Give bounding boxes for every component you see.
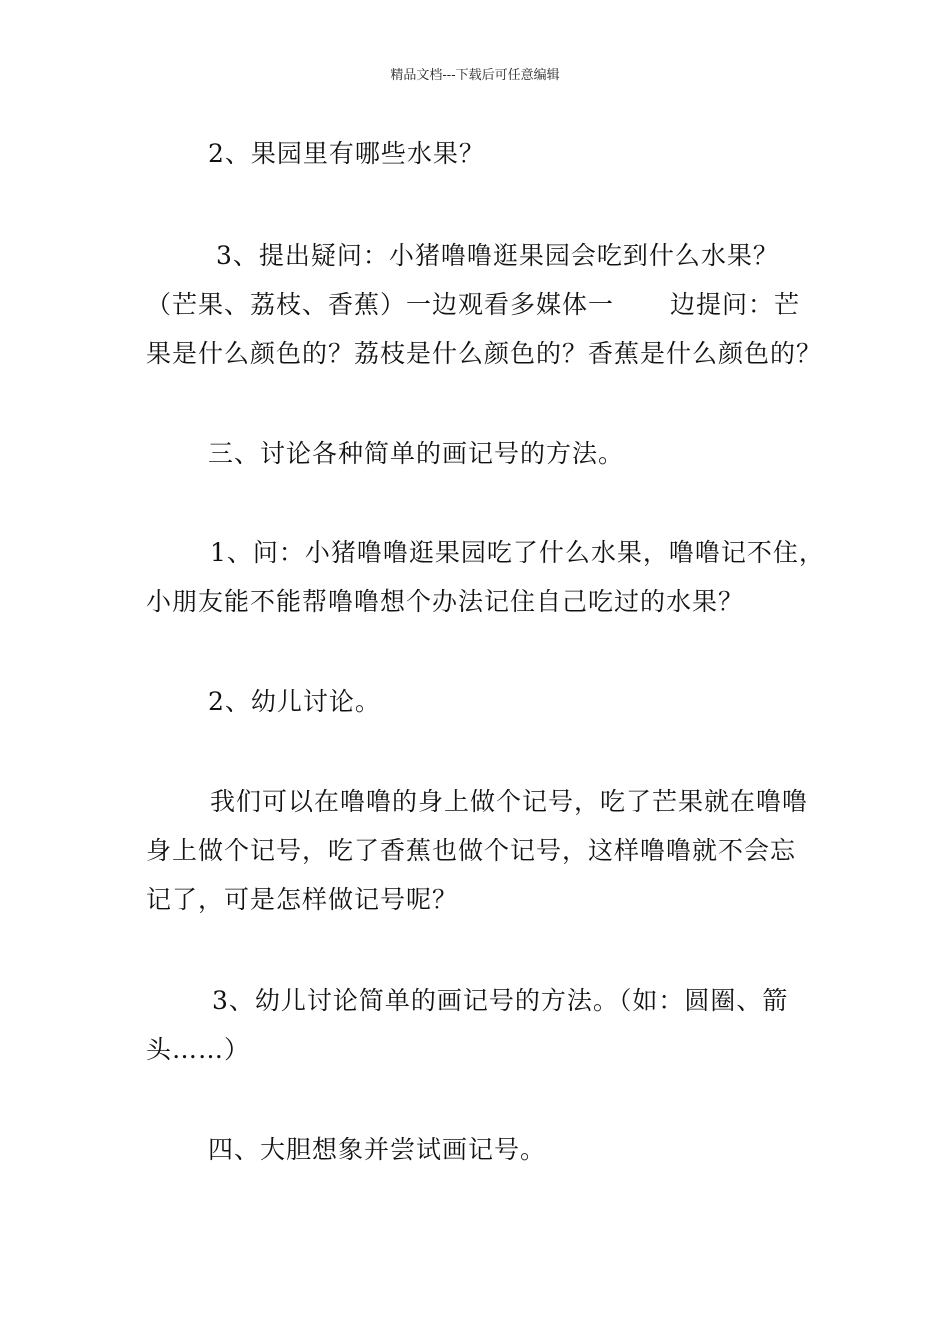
paragraph-methods-line1: 3、幼儿讨论简单的画记号的方法。（如：圆圈、箭 bbox=[212, 986, 789, 1015]
paragraph-question-line1: 3、提出疑问：小猪噜噜逛果园会吃到什么水果？ bbox=[216, 241, 779, 270]
question-line2-part-b: 边提问：芒 bbox=[670, 290, 801, 319]
paragraph-ask-line2: 小朋友能不能帮噜噜想个办法记住自己吃过的水果？ bbox=[146, 587, 745, 616]
paragraph-mark-line2: 身上做个记号，吃了香蕉也做个记号，这样噜噜就不会忘 bbox=[146, 836, 797, 865]
section-heading-4: 四、大胆想象并尝试画记号。 bbox=[208, 1135, 547, 1164]
question-line2-part-a: （芒果、荔枝、香蕉）一边观看多媒体一 bbox=[146, 290, 615, 319]
page-header: 精品文档---下载后可任意编辑 bbox=[390, 68, 560, 83]
paragraph-mark-line1: 我们可以在噜噜的身上做个记号，吃了芒果就在噜噜 bbox=[210, 787, 809, 816]
paragraph-question-line2 bbox=[146, 285, 800, 321]
paragraph-discussion: 2、幼儿讨论。 bbox=[208, 687, 381, 716]
paragraph-methods-line2: 头……） bbox=[146, 1035, 251, 1064]
paragraph-question-line3: 果是什么颜色的？荔枝是什么颜色的？香蕉是什么颜色的？ bbox=[146, 339, 823, 368]
paragraph-ask-line1: 1、问：小猪噜噜逛果园吃了什么水果，噜噜记不住， bbox=[210, 538, 825, 567]
paragraph-fruit-question: 2、果园里有哪些水果？ bbox=[208, 139, 485, 168]
section-heading-3: 三、讨论各种简单的画记号的方法。 bbox=[208, 439, 625, 468]
paragraph-mark-line3: 记了，可是怎样做记号呢？ bbox=[146, 885, 459, 914]
